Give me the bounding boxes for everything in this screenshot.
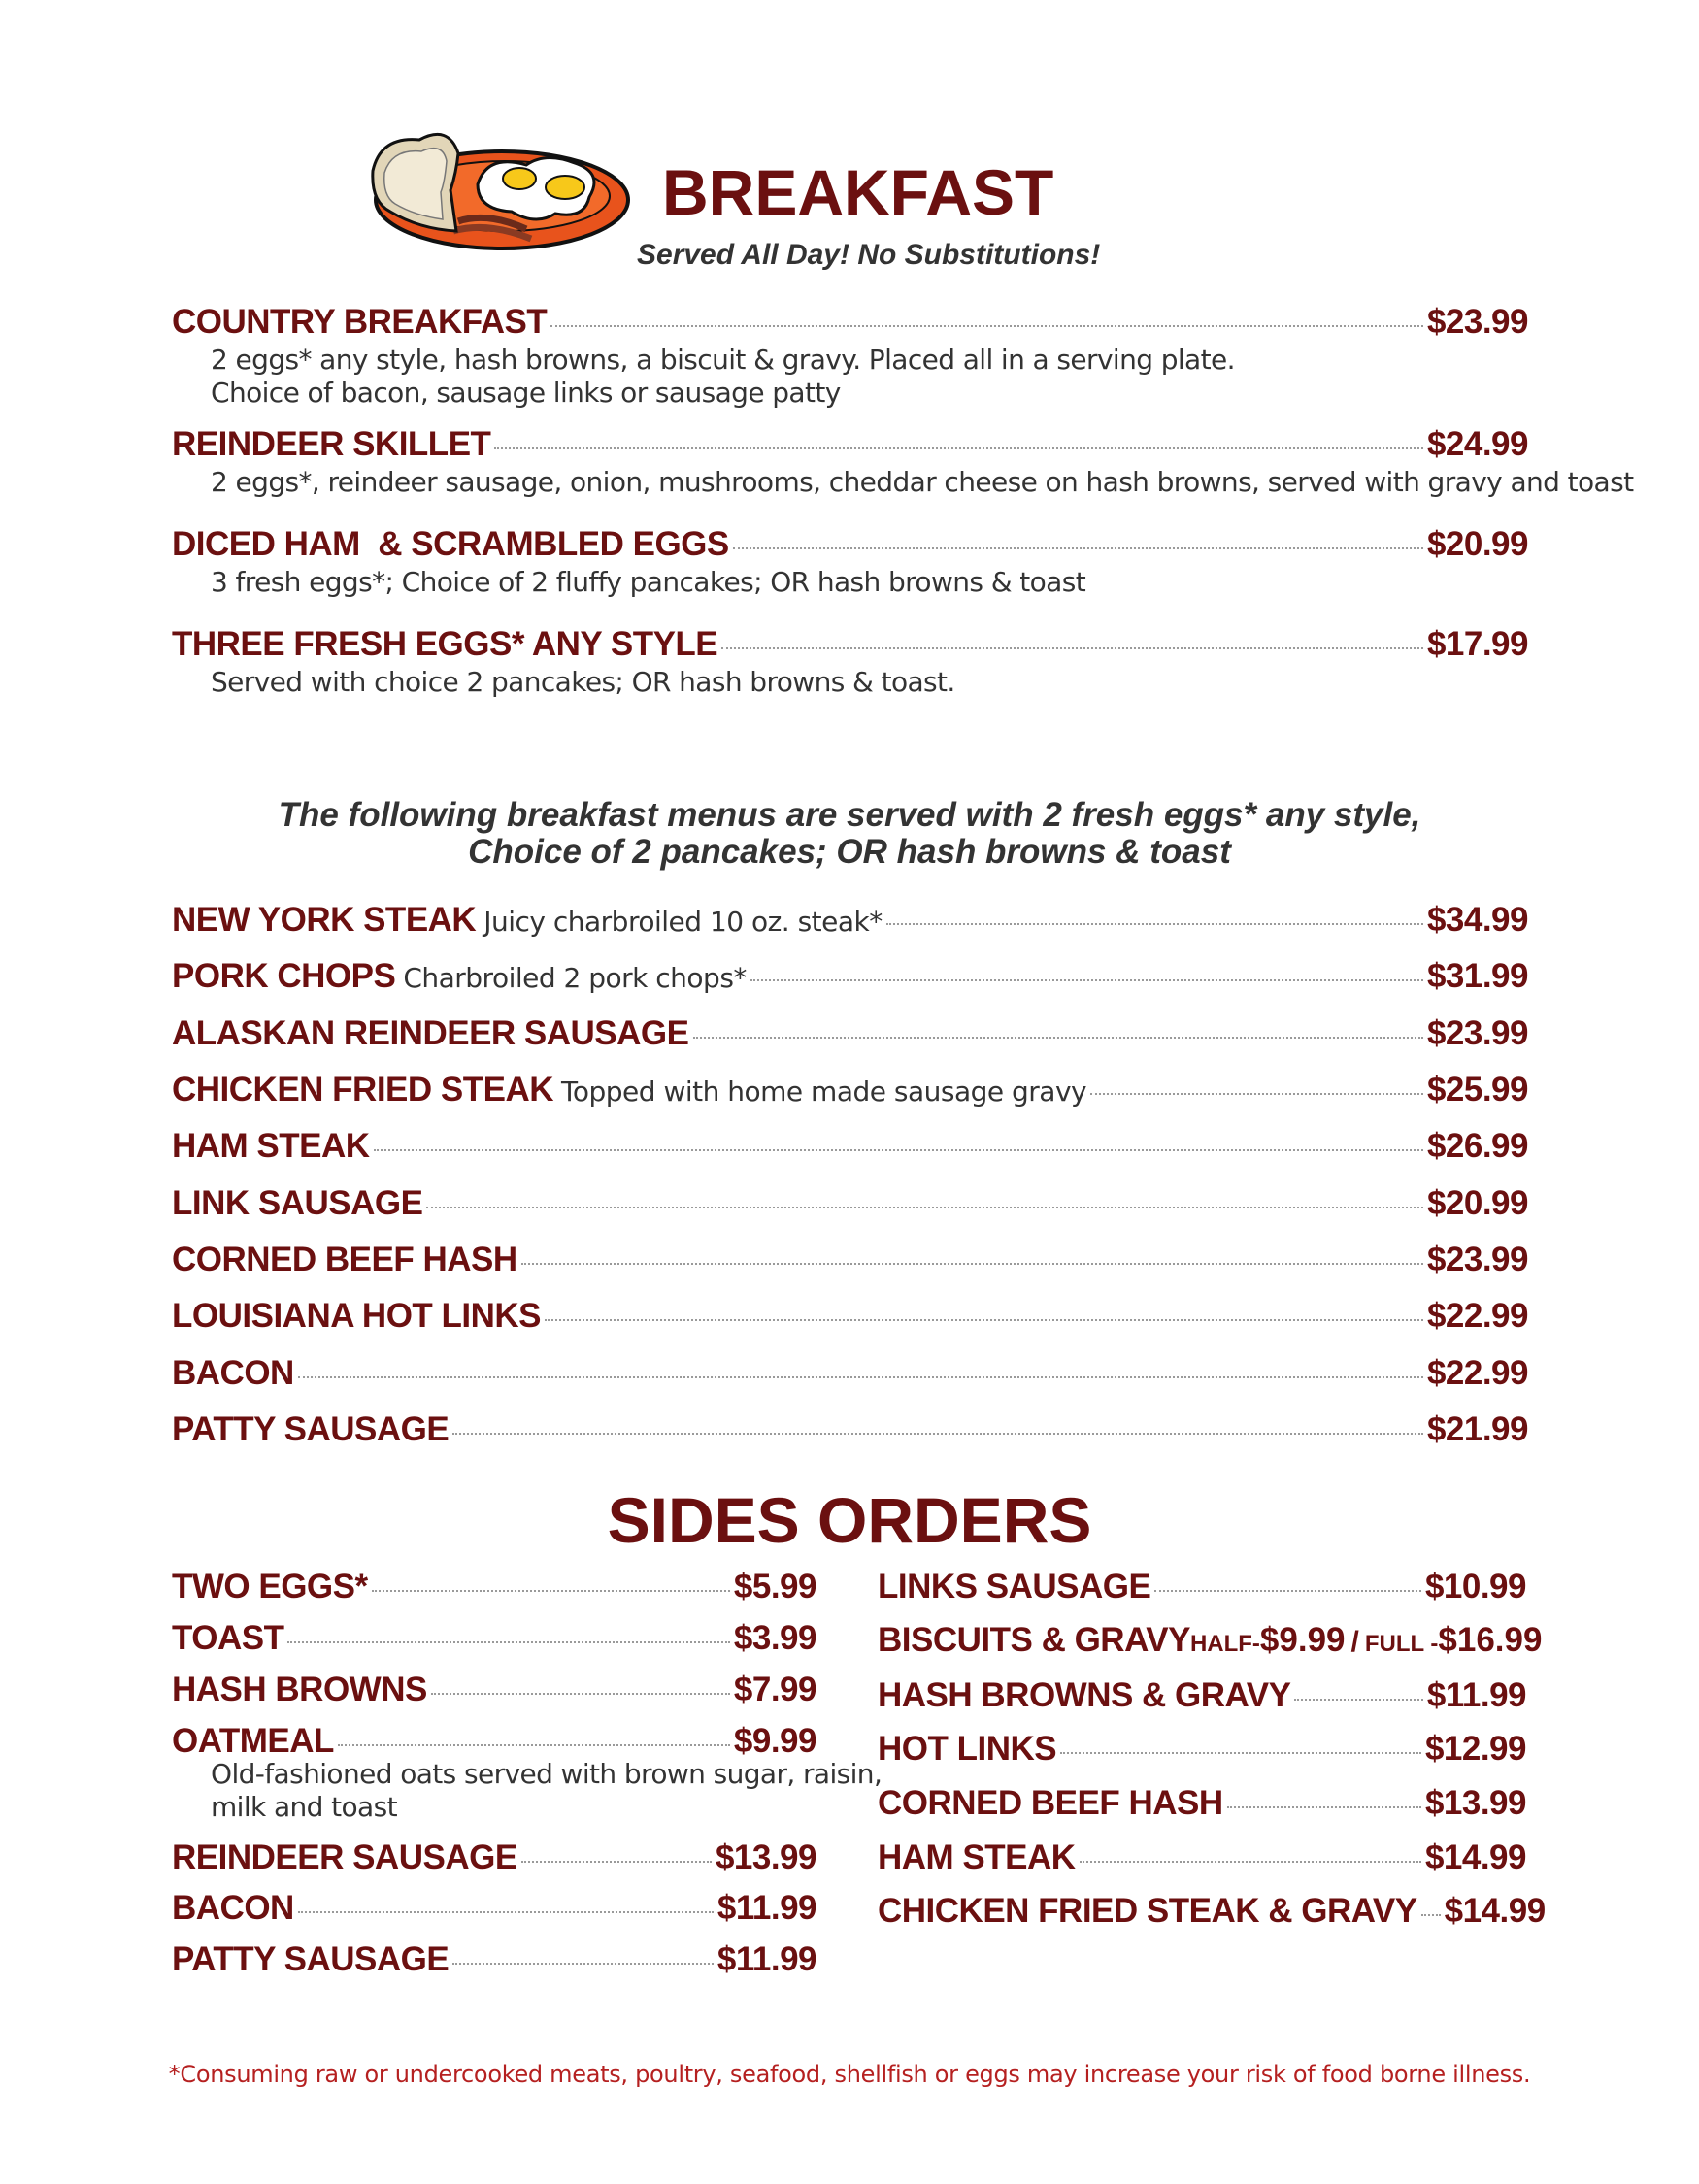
item-name: HAM STEAK bbox=[172, 1127, 370, 1165]
dot-leader bbox=[1060, 1752, 1421, 1754]
item-name: LINK SAUSAGE bbox=[172, 1184, 423, 1222]
dot-leader bbox=[721, 647, 1423, 649]
menu-item-country-breakfast bbox=[172, 303, 1528, 342]
dot-leader bbox=[521, 1861, 712, 1863]
menu-item-chicken-fried-steak bbox=[172, 1071, 1528, 1109]
item-name: COUNTRY BREAKFAST bbox=[172, 303, 548, 341]
side-item-ham-steak bbox=[878, 1838, 1526, 1877]
side-item-hash-browns-gravy bbox=[878, 1676, 1526, 1715]
item-price: $20.99 bbox=[1426, 1184, 1528, 1222]
item-price: $31.99 bbox=[1426, 957, 1528, 995]
page-title: BREAKFAST bbox=[662, 156, 1054, 228]
item-description: Charbroiled 2 pork chops* bbox=[403, 962, 747, 994]
menu-item-pork-chops bbox=[172, 957, 1528, 996]
menu-item-three-eggs bbox=[172, 625, 1528, 664]
dot-leader bbox=[1080, 1861, 1421, 1863]
side-item-oatmeal bbox=[172, 1722, 816, 1761]
item-description: Juicy charbroiled 10 oz. steak* bbox=[483, 906, 883, 938]
item-price: $11.99 bbox=[1426, 1676, 1526, 1714]
item-price: $9.99 bbox=[733, 1722, 816, 1760]
item-name: PATTY SAUSAGE bbox=[172, 1410, 450, 1448]
menu-item-alaskan-reindeer-sausage bbox=[172, 1014, 1528, 1053]
item-name: BACON bbox=[172, 1354, 294, 1392]
item-price: $25.99 bbox=[1426, 1071, 1528, 1109]
sides-title: SIDES ORDERS bbox=[607, 1484, 1092, 1556]
item-name: BACON bbox=[172, 1889, 294, 1927]
dot-leader bbox=[545, 1319, 1423, 1321]
side-item-links-sausage bbox=[878, 1568, 1526, 1606]
item-price: $10.99 bbox=[1424, 1568, 1526, 1605]
item-name: HAM STEAK bbox=[878, 1838, 1076, 1876]
side-item-reindeer-sausage bbox=[172, 1838, 816, 1877]
menu-item-patty-sausage bbox=[172, 1410, 1528, 1449]
dot-leader bbox=[886, 923, 1423, 925]
item-description: Choice of bacon, sausage links or sausage patty bbox=[211, 377, 841, 409]
notice-line: The following breakfast menus are served with 2 fresh eggs* any style, bbox=[278, 796, 1421, 834]
item-price: $24.99 bbox=[1426, 425, 1528, 463]
item-name: LOUISIANA HOT LINKS bbox=[172, 1297, 542, 1335]
dot-leader bbox=[426, 1207, 1422, 1208]
item-price: $23.99 bbox=[1426, 1241, 1528, 1278]
item-price: $11.99 bbox=[716, 1940, 816, 1978]
dot-leader bbox=[298, 1911, 714, 1913]
item-price: $21.99 bbox=[1426, 1410, 1528, 1448]
item-name: HOT LINKS bbox=[878, 1730, 1057, 1768]
dot-leader bbox=[1421, 1914, 1441, 1916]
menu-item-diced-ham bbox=[172, 525, 1528, 564]
full-price: $16.99 bbox=[1438, 1621, 1543, 1659]
item-price: $12.99 bbox=[1424, 1730, 1526, 1768]
item-price: $34.99 bbox=[1426, 901, 1528, 939]
dot-leader bbox=[494, 447, 1423, 449]
side-item-hot-links bbox=[878, 1730, 1526, 1769]
item-price: $11.99 bbox=[716, 1889, 816, 1927]
dot-leader bbox=[452, 1963, 714, 1965]
dot-leader bbox=[298, 1376, 1423, 1378]
item-name: TWO EGGS* bbox=[172, 1568, 368, 1605]
menu-item-link-sausage bbox=[172, 1184, 1528, 1223]
dot-leader bbox=[431, 1693, 730, 1695]
item-name: REINDEER SAUSAGE bbox=[172, 1838, 517, 1876]
item-price: $7.99 bbox=[733, 1671, 816, 1708]
item-name: OATMEAL bbox=[172, 1722, 334, 1760]
item-description: 3 fresh eggs*; Choice of 2 fluffy pancakes; OR hash browns & toast bbox=[211, 566, 1086, 598]
item-price: $23.99 bbox=[1426, 303, 1528, 341]
item-description: Old-fashioned oats served with brown sugar, raisin, bbox=[211, 1758, 883, 1790]
full-label: FULL - bbox=[1364, 1631, 1439, 1657]
dot-leader bbox=[693, 1037, 1423, 1039]
item-description: 2 eggs*, reindeer sausage, onion, mushrooms, cheddar cheese on hash browns, served with gravy and toast bbox=[211, 466, 1634, 498]
dot-leader bbox=[338, 1744, 730, 1746]
item-name: TOAST bbox=[172, 1619, 284, 1657]
item-price: $23.99 bbox=[1426, 1014, 1528, 1052]
side-item-patty-sausage bbox=[172, 1940, 816, 1979]
side-item-corned-beef-hash bbox=[878, 1784, 1526, 1823]
item-price: $3.99 bbox=[733, 1619, 816, 1657]
item-description: Topped with home made sausage gravy bbox=[561, 1075, 1087, 1108]
item-name: PORK CHOPS bbox=[172, 957, 396, 995]
menu-item-new-york-steak bbox=[172, 901, 1528, 940]
menu-item-corned-beef-hash bbox=[172, 1241, 1528, 1279]
dot-leader bbox=[1154, 1590, 1421, 1592]
dot-leader bbox=[372, 1590, 730, 1592]
item-price: $22.99 bbox=[1426, 1354, 1528, 1392]
item-description: Served with choice 2 pancakes; OR hash browns & toast. bbox=[211, 666, 955, 698]
half-price: $9.99 bbox=[1259, 1621, 1346, 1659]
dot-leader bbox=[452, 1433, 1423, 1435]
menu-item-reindeer-skillet bbox=[172, 425, 1528, 464]
item-price: $13.99 bbox=[715, 1838, 816, 1876]
dot-leader bbox=[374, 1149, 1423, 1151]
food-safety-disclaimer: *Consuming raw or undercooked meats, poultry, seafood, shellfish or eggs may increase your risk of food borne illness. bbox=[168, 2061, 1531, 2088]
side-item-two-eggs bbox=[172, 1568, 816, 1606]
item-name: HASH BROWNS bbox=[172, 1671, 427, 1708]
item-name: ALASKAN REINDEER SAUSAGE bbox=[172, 1014, 689, 1052]
dot-leader bbox=[287, 1641, 729, 1643]
item-name: CORNED BEEF HASH bbox=[878, 1784, 1223, 1822]
dot-leader bbox=[521, 1263, 1423, 1265]
item-name: LINKS SAUSAGE bbox=[878, 1568, 1151, 1605]
dot-leader bbox=[550, 325, 1423, 327]
side-item-biscuits-gravy bbox=[878, 1621, 1543, 1660]
item-name: DICED HAM & SCRAMBLED EGGS bbox=[172, 525, 729, 563]
page-subtitle: Served All Day! No Substitutions! bbox=[637, 239, 1101, 271]
item-name: PATTY SAUSAGE bbox=[172, 1940, 450, 1978]
notice-line: Choice of 2 pancakes; OR hash browns & toast bbox=[468, 833, 1231, 871]
dot-leader bbox=[750, 979, 1423, 981]
item-description: milk and toast bbox=[211, 1791, 397, 1823]
item-name: CHICKEN FRIED STEAK & GRAVY bbox=[878, 1892, 1417, 1930]
side-item-hash-browns bbox=[172, 1671, 816, 1709]
item-name: BISCUITS & GRAVY bbox=[878, 1621, 1190, 1659]
item-description: 2 eggs* any style, hash browns, a biscuit & gravy. Placed all in a serving plate. bbox=[211, 344, 1235, 376]
side-item-toast bbox=[172, 1619, 816, 1658]
dot-leader bbox=[733, 547, 1423, 549]
item-price: $14.99 bbox=[1424, 1838, 1526, 1876]
menu-item-ham-steak bbox=[172, 1127, 1528, 1166]
breakfast-plate-icon bbox=[342, 115, 633, 260]
half-label: HALF- bbox=[1189, 1631, 1260, 1657]
item-name: THREE FRESH EGGS* ANY STYLE bbox=[172, 625, 718, 663]
item-name: CORNED BEEF HASH bbox=[172, 1241, 517, 1278]
item-price: $17.99 bbox=[1426, 625, 1528, 663]
dot-leader bbox=[1227, 1806, 1421, 1808]
item-price: $13.99 bbox=[1424, 1784, 1526, 1822]
item-price: $26.99 bbox=[1426, 1127, 1528, 1165]
item-price: $14.99 bbox=[1444, 1892, 1546, 1930]
side-item-bacon bbox=[172, 1889, 816, 1928]
item-name: CHICKEN FRIED STEAK bbox=[172, 1071, 554, 1109]
side-item-chicken-fried-steak-gravy bbox=[878, 1892, 1546, 1931]
item-name: REINDEER SKILLET bbox=[172, 425, 491, 463]
item-name: HASH BROWNS & GRAVY bbox=[878, 1676, 1291, 1714]
price-separator: / bbox=[1350, 1626, 1359, 1658]
item-price: $5.99 bbox=[733, 1568, 816, 1605]
menu-item-bacon bbox=[172, 1354, 1528, 1393]
item-name: NEW YORK STEAK bbox=[172, 901, 477, 939]
menu-item-louisiana-hot-links bbox=[172, 1297, 1528, 1336]
dot-leader bbox=[1294, 1699, 1422, 1701]
dot-leader bbox=[1090, 1093, 1423, 1095]
item-price: $22.99 bbox=[1426, 1297, 1528, 1335]
item-price: $20.99 bbox=[1426, 525, 1528, 563]
